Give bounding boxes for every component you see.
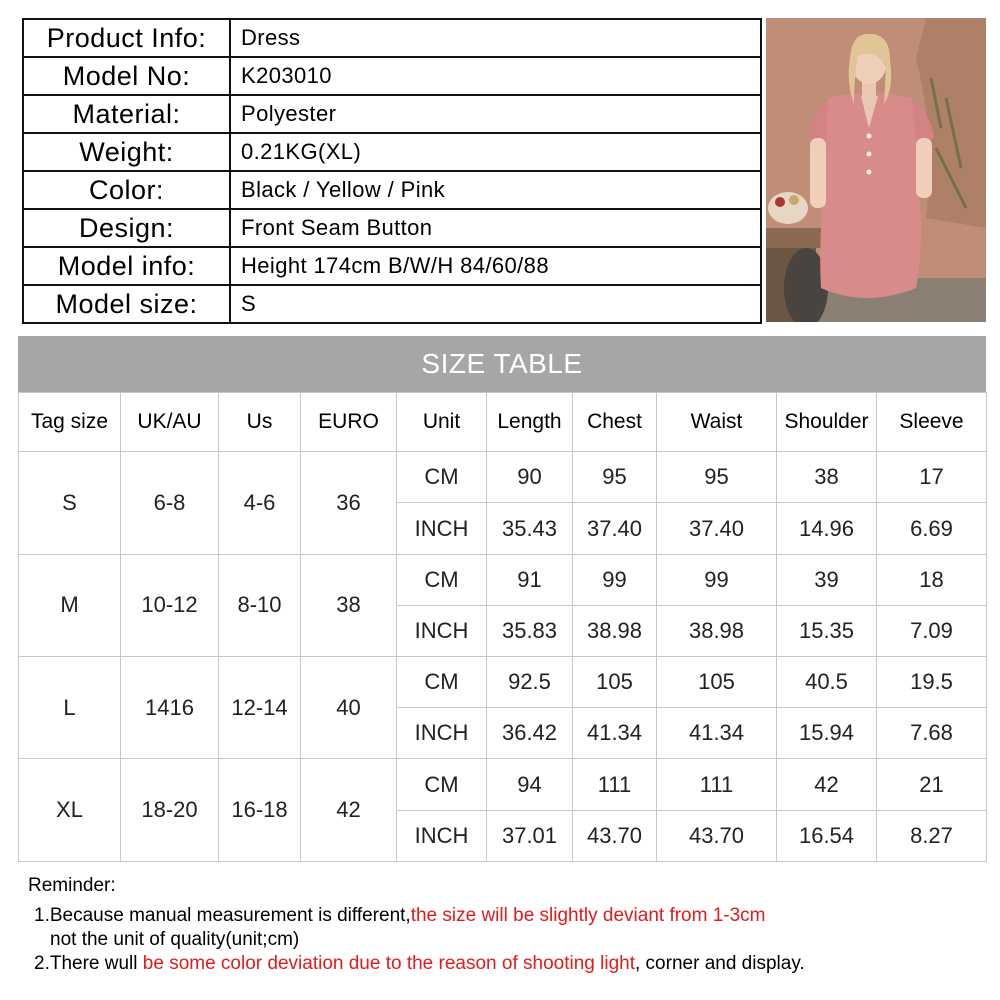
chest-cell: 38.98 (573, 605, 657, 656)
euro-cell: 36 (301, 452, 397, 554)
unit-cell: CM (397, 759, 487, 810)
sleeve-cell: 7.09 (877, 605, 987, 656)
reminder-line-2-highlight: be some color deviation due to the reason of shooting light (142, 953, 635, 974)
reminder-line-2-end: , corner and display. (635, 953, 805, 974)
info-row (23, 57, 761, 95)
info-row (23, 133, 761, 171)
unit-cell: CM (397, 452, 487, 503)
length-cell: 94 (487, 759, 573, 810)
shoulder-cell: 40.5 (777, 657, 877, 708)
length-cell: 35.43 (487, 503, 573, 554)
header-waist: Waist (657, 393, 777, 452)
tag-size-cell: M (19, 554, 121, 656)
us-cell: 4-6 (219, 452, 301, 554)
uk-au-cell: 6-8 (121, 452, 219, 554)
sleeve-cell: 7.68 (877, 708, 987, 759)
header-uk-au: UK/AU (121, 393, 219, 452)
header-chest: Chest (573, 393, 657, 452)
shoulder-cell: 16.54 (777, 810, 877, 861)
info-row (23, 285, 761, 323)
info-label: Model size: (23, 285, 230, 323)
info-row (23, 247, 761, 285)
table-row (19, 554, 987, 605)
tag-size-cell: XL (19, 759, 121, 862)
chest-cell: 99 (573, 554, 657, 605)
product-info-table (22, 18, 762, 324)
header-us: Us (219, 393, 301, 452)
table-row (19, 452, 987, 503)
table-row (19, 657, 987, 708)
length-cell: 91 (487, 554, 573, 605)
waist-cell: 38.98 (657, 605, 777, 656)
waist-cell: 37.40 (657, 503, 777, 554)
reminder-section (28, 874, 988, 976)
header-euro: EURO (301, 393, 397, 452)
info-label: Material: (23, 95, 230, 133)
shoulder-cell: 15.94 (777, 708, 877, 759)
info-value: Dress (230, 19, 761, 57)
waist-cell: 111 (657, 759, 777, 810)
us-cell: 8-10 (219, 554, 301, 656)
sleeve-cell: 18 (877, 554, 987, 605)
waist-cell: 43.70 (657, 810, 777, 861)
reminder-line-2-text: 2.There wull (34, 953, 143, 974)
info-label: Design: (23, 209, 230, 247)
euro-cell: 42 (301, 759, 397, 862)
header-shoulder: Shoulder (777, 393, 877, 452)
shoulder-cell: 38 (777, 452, 877, 503)
uk-au-cell: 10-12 (121, 554, 219, 656)
size-table (18, 392, 987, 862)
waist-cell: 41.34 (657, 708, 777, 759)
info-row (23, 95, 761, 133)
chest-cell: 111 (573, 759, 657, 810)
info-value: K203010 (230, 57, 761, 95)
shoulder-cell: 42 (777, 759, 877, 810)
length-cell: 37.01 (487, 810, 573, 861)
unit-cell: CM (397, 554, 487, 605)
length-cell: 35.83 (487, 605, 573, 656)
chest-cell: 41.34 (573, 708, 657, 759)
size-table-header-row (19, 393, 987, 452)
info-label: Color: (23, 171, 230, 209)
shoulder-cell: 15.35 (777, 605, 877, 656)
unit-cell: CM (397, 657, 487, 708)
sleeve-cell: 17 (877, 452, 987, 503)
info-row (23, 19, 761, 57)
info-value: 0.21KG(XL) (230, 133, 761, 171)
euro-cell: 40 (301, 657, 397, 759)
model-photo-illustration (766, 18, 986, 322)
waist-cell: 99 (657, 554, 777, 605)
header-unit: Unit (397, 393, 487, 452)
info-label: Model No: (23, 57, 230, 95)
info-row (23, 171, 761, 209)
header-sleeve: Sleeve (877, 393, 987, 452)
chest-cell: 105 (573, 657, 657, 708)
info-value: Height 174cm B/W/H 84/60/88 (230, 247, 761, 285)
sleeve-cell: 8.27 (877, 810, 987, 861)
sleeve-cell: 19.5 (877, 657, 987, 708)
chest-cell: 37.40 (573, 503, 657, 554)
info-row (23, 209, 761, 247)
reminder-line-1-highlight: the size will be slightly deviant from 1-3cm (410, 905, 766, 926)
us-cell: 12-14 (219, 657, 301, 759)
unit-cell: INCH (397, 605, 487, 656)
info-label: Product Info: (23, 19, 230, 57)
length-cell: 90 (487, 452, 573, 503)
uk-au-cell: 18-20 (121, 759, 219, 862)
tag-size-cell: L (19, 657, 121, 759)
info-label: Model info: (23, 247, 230, 285)
chest-cell: 43.70 (573, 810, 657, 861)
reminder-line-1 (28, 904, 988, 928)
waist-cell: 95 (657, 452, 777, 503)
size-table-title: SIZE TABLE (18, 336, 986, 392)
info-value: Front Seam Button (230, 209, 761, 247)
shoulder-cell: 39 (777, 554, 877, 605)
unit-cell: INCH (397, 708, 487, 759)
chest-cell: 95 (573, 452, 657, 503)
length-cell: 92.5 (487, 657, 573, 708)
info-value: S (230, 285, 761, 323)
euro-cell: 38 (301, 554, 397, 656)
reminder-line-1-text: 1.Because manual measurement is different, (34, 905, 411, 926)
uk-au-cell: 1416 (121, 657, 219, 759)
unit-cell: INCH (397, 503, 487, 554)
sleeve-cell: 6.69 (877, 503, 987, 554)
info-label: Weight: (23, 133, 230, 171)
reminder-line-1b: not the unit of quality(unit;cm) (50, 929, 300, 950)
unit-cell: INCH (397, 810, 487, 861)
tag-size-cell: S (19, 452, 121, 554)
sleeve-cell: 21 (877, 759, 987, 810)
reminder-line-2 (28, 952, 988, 976)
length-cell: 36.42 (487, 708, 573, 759)
header-length: Length (487, 393, 573, 452)
header-tag-size: Tag size (19, 393, 121, 452)
info-value: Polyester (230, 95, 761, 133)
shoulder-cell: 14.96 (777, 503, 877, 554)
us-cell: 16-18 (219, 759, 301, 862)
info-value: Black / Yellow / Pink (230, 171, 761, 209)
table-row (19, 759, 987, 810)
product-photo (766, 18, 986, 322)
waist-cell: 105 (657, 657, 777, 708)
reminder-title: Reminder: (28, 875, 116, 896)
